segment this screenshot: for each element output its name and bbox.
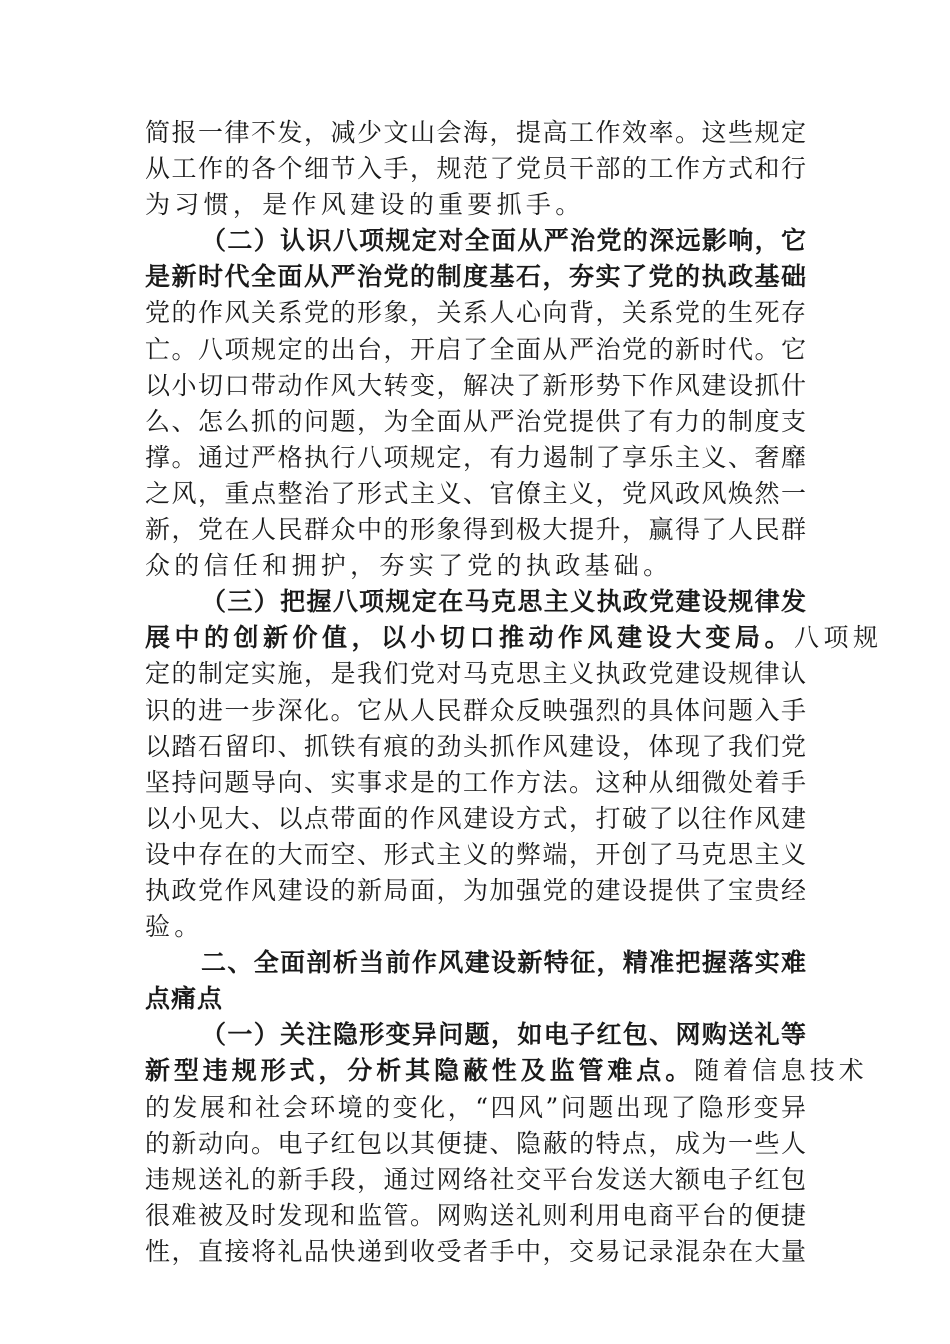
body-text: 八项规 bbox=[794, 623, 883, 653]
body-line: 撑。通过严格执行八项规定，有力遏制了享乐主义、奢靡 bbox=[145, 442, 806, 472]
mixed-line bbox=[145, 620, 883, 656]
body-line: 的发展和社会环境的变化，“四风”问题出现了隐形变异 bbox=[145, 1092, 806, 1122]
body-line: 以小见大、以点带面的作风建设方式，打破了以往作风建 bbox=[145, 803, 806, 833]
body-line: 的新动向。电子红包以其便捷、隐蔽的特点，成为一些人 bbox=[145, 1128, 806, 1158]
body-line: 很难被及时发现和监管。网购送礼则利用电商平台的便捷 bbox=[145, 1200, 806, 1230]
subsection-title-tail: 新型违规形式，分析其隐蔽性及监管难点。 bbox=[145, 1056, 695, 1086]
body-line: 识的进一步深化。它从人民群众反映强烈的具体问题入手 bbox=[145, 695, 806, 725]
subsection-title-line: （二）认识八项规定对全面从严治党的深远影响，它 bbox=[201, 226, 806, 256]
body-line: 简报一律不发，减少文山会海，提高工作效率。这些规定 bbox=[145, 118, 806, 147]
body-line: 为习惯，是作风建设的重要抓手。 bbox=[145, 190, 585, 220]
body-text: 随着信息技术 bbox=[694, 1056, 868, 1086]
body-line: 以小切口带动作风大转变，解决了新形势下作风建设抓什 bbox=[145, 370, 806, 400]
body-line: 么、怎么抓的问题，为全面从严治党提供了有力的制度支 bbox=[145, 406, 806, 436]
body-line: 执政党作风建设的新局面，为加强党的建设提供了宝贵经 bbox=[145, 875, 806, 905]
section-heading-line: 二、全面剖析当前作风建设新特征，精准把握落实难 bbox=[201, 948, 806, 978]
body-line: 验。 bbox=[145, 912, 204, 942]
body-line: 以踏石留印、抓铁有痕的劲头抓作风建设，体现了我们党 bbox=[145, 731, 806, 761]
body-line: 设中存在的大而空、形式主义的弊端，开创了马克思主义 bbox=[145, 839, 806, 869]
body-line: 新，党在人民群众中的形象得到极大提升，赢得了人民群 bbox=[145, 515, 806, 545]
body-line: 性，直接将礼品快递到收受者手中，交易记录混杂在大量 bbox=[145, 1236, 806, 1266]
section-heading-line: 点痛点 bbox=[145, 984, 224, 1014]
subsection-title-line: 是新时代全面从严治党的制度基石，夯实了党的执政基础 bbox=[145, 262, 806, 292]
body-line: 定的制定实施，是我们党对马克思主义执政党建设规律认 bbox=[145, 659, 806, 689]
body-line: 众的信任和拥护，夯实了党的执政基础。 bbox=[145, 551, 673, 581]
mixed-line bbox=[145, 1053, 868, 1089]
body-line: 从工作的各个细节入手，规范了党员干部的工作方式和行 bbox=[145, 154, 806, 184]
document-page bbox=[145, 115, 883, 1270]
body-line: 坚持问题导向、实事求是的工作方法。这种从细微处着手 bbox=[145, 767, 806, 797]
subsection-title-line: （三）把握八项规定在马克思主义执政党建设规律发 bbox=[201, 587, 806, 617]
subsection-title-tail: 展中的创新价值，以小切口推动作风建设大变局。 bbox=[145, 623, 795, 653]
subsection-title-line: （一）关注隐形变异问题，如电子红包、网购送礼等 bbox=[201, 1020, 806, 1050]
body-line: 党的作风关系党的形象，关系人心向背，关系党的生死存 bbox=[145, 298, 806, 328]
body-line: 违规送礼的新手段，通过网络社交平台发送大额电子红包 bbox=[145, 1164, 806, 1194]
body-line: 之风，重点整治了形式主义、官僚主义，党风政风焕然一 bbox=[145, 478, 806, 508]
body-line: 亡。八项规定的出台，开启了全面从严治党的新时代。它 bbox=[145, 334, 806, 364]
